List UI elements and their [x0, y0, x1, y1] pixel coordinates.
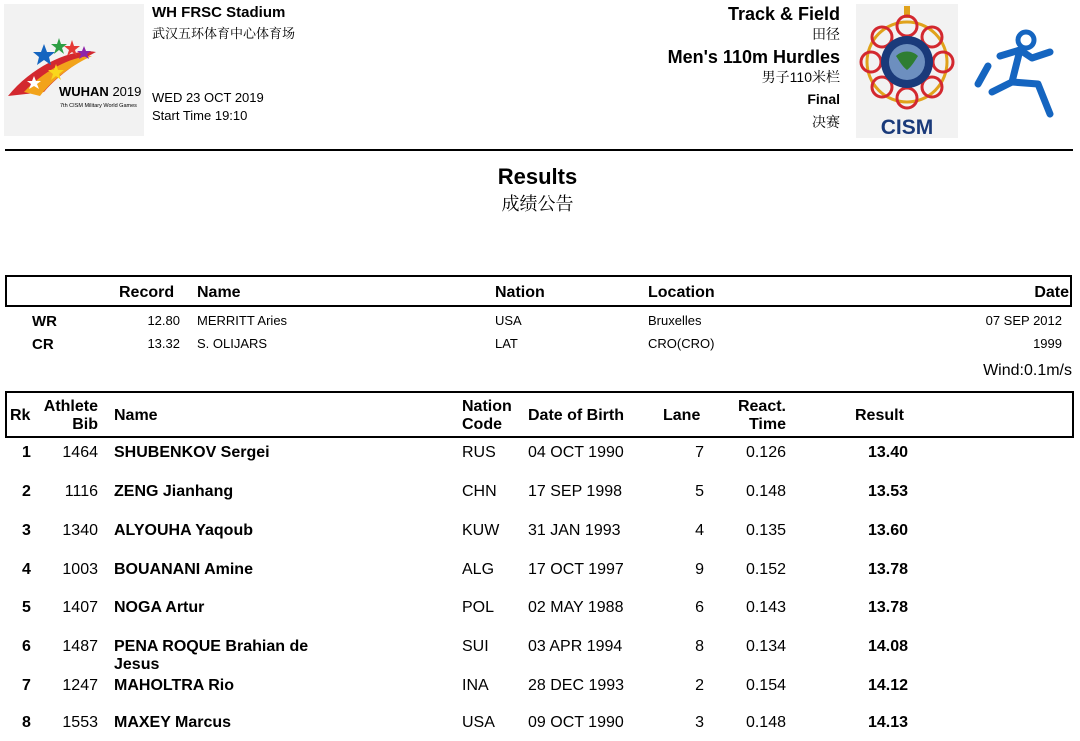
result-cell: 13.78 — [867, 561, 908, 578]
col-header-dob: Date of Birth — [528, 407, 624, 424]
reaction-cell: 0.148 — [745, 483, 786, 500]
venue-name: WH FRSC Stadium — [152, 4, 286, 21]
record-date: 07 SEP 2012 — [985, 313, 1062, 328]
rank-cell: 6 — [22, 638, 31, 655]
phase-title-chinese: 决赛 — [812, 114, 840, 130]
lane-cell: 6 — [695, 599, 704, 616]
lane-cell: 3 — [695, 714, 704, 731]
lane-cell: 5 — [695, 483, 704, 500]
record-location: CRO(CRO) — [648, 336, 715, 351]
bib-cell: 1003 — [62, 561, 98, 578]
record-nation: USA — [495, 313, 522, 328]
dob-cell: 31 JAN 1993 — [528, 522, 621, 539]
reaction-cell: 0.126 — [745, 444, 786, 461]
lane-cell: 2 — [695, 677, 704, 694]
rank-cell: 4 — [22, 561, 31, 578]
athlete-name-cell: MAXEY Marcus — [114, 714, 232, 731]
sport-title: Track & Field — [727, 4, 840, 24]
hurdles-pictogram-icon — [970, 22, 1070, 122]
bib-cell: 1407 — [62, 599, 98, 616]
reaction-cell: 0.152 — [745, 561, 786, 578]
lane-cell: 9 — [695, 561, 704, 578]
venue-name-chinese: 武汉五环体育中心体育场 — [152, 26, 296, 41]
page-title-chinese: 成绩公告 — [501, 194, 574, 214]
col-header-lane: Lane — [663, 407, 701, 424]
lane-cell: 7 — [695, 444, 704, 461]
result-cell: 13.40 — [867, 444, 908, 461]
rank-cell: 8 — [22, 714, 31, 731]
dob-cell: 04 OCT 1990 — [528, 444, 624, 461]
rank-cell: 7 — [22, 677, 31, 694]
records-header-date: Date — [1034, 284, 1069, 301]
phase-title: Final — [807, 91, 840, 107]
col-header-name: Name — [114, 407, 158, 424]
reaction-cell: 0.134 — [745, 638, 786, 655]
rank-cell: 2 — [22, 483, 31, 500]
records-header-name: Name — [197, 284, 241, 301]
athlete-name-cell: MAHOLTRA Rio — [114, 677, 234, 694]
result-cell: 13.53 — [867, 483, 908, 500]
rank-cell: 5 — [22, 599, 31, 616]
result-cell: 14.13 — [867, 714, 908, 731]
event-title-chinese: 男子110米栏 — [761, 69, 840, 85]
athlete-name-cell: NOGA Artur — [114, 599, 205, 616]
nation-cell: USA — [462, 714, 495, 731]
record-holder: S. OLIJARS — [197, 336, 268, 351]
records-header-location: Location — [648, 284, 715, 301]
col-header-result: Result — [855, 407, 904, 424]
col-header-rank: Rk — [10, 407, 31, 424]
record-date: 1999 — [1033, 336, 1062, 351]
col-header-bib: Athlete Bib — [43, 398, 98, 433]
result-cell: 14.12 — [867, 677, 908, 694]
cism-emblem — [856, 4, 958, 138]
reaction-cell: 0.154 — [745, 677, 786, 694]
lane-cell: 8 — [695, 638, 704, 655]
nation-cell: CHN — [462, 483, 497, 500]
nation-cell: KUW — [462, 522, 500, 539]
rank-cell: 3 — [22, 522, 31, 539]
bib-cell: 1553 — [62, 714, 98, 731]
result-cell: 14.08 — [867, 638, 908, 655]
wuhan-2019-logo — [4, 4, 144, 136]
bib-cell: 1340 — [62, 522, 98, 539]
result-cell: 13.60 — [867, 522, 908, 539]
sport-title-chinese: 田径 — [812, 26, 840, 42]
col-header-nation: Nation Code — [462, 398, 512, 433]
lane-cell: 4 — [695, 522, 704, 539]
bib-cell: 1464 — [62, 444, 98, 461]
athlete-name-cell: PENA ROQUE Brahian de — [114, 638, 309, 655]
records-header-nation: Nation — [495, 284, 545, 301]
nation-cell: RUS — [462, 444, 496, 461]
athlete-name-cell: ALYOUHA Yaqoub — [114, 522, 253, 539]
record-time: 13.32 — [147, 336, 180, 351]
nation-cell: SUI — [462, 638, 489, 655]
athlete-name-cell: SHUBENKOV Sergei — [114, 444, 270, 461]
bib-cell: 1116 — [64, 483, 98, 500]
record-holder: MERRITT Aries — [197, 313, 288, 328]
svg-text:7th CISM Military World Games: 7th CISM Military World Games — [60, 103, 137, 109]
dob-cell: 17 SEP 1998 — [528, 483, 623, 500]
athlete-name-cell-continued: Jesus — [114, 656, 160, 673]
athlete-name-cell: BOUANANI Amine — [114, 561, 253, 578]
page-title: Results — [497, 164, 578, 189]
dob-cell: 02 MAY 1988 — [528, 599, 624, 616]
header-divider — [5, 149, 1073, 151]
record-type: CR — [32, 336, 54, 353]
wind-reading: Wind:0.1m/s — [983, 362, 1072, 379]
dob-cell: 09 OCT 1990 — [528, 714, 624, 731]
bib-cell: 1487 — [62, 638, 98, 655]
record-location: Bruxelles — [648, 313, 702, 328]
dob-cell: 03 APR 1994 — [528, 638, 623, 655]
result-cell: 13.78 — [867, 599, 908, 616]
start-time: Start Time 19:10 — [152, 108, 248, 123]
event-title: Men's 110m Hurdles — [667, 47, 840, 67]
nation-cell: INA — [462, 677, 489, 694]
record-type: WR — [32, 313, 57, 330]
bib-cell: 1247 — [62, 677, 98, 694]
event-date: WED 23 OCT 2019 — [152, 90, 264, 105]
records-header-record: Record — [119, 284, 175, 301]
col-header-reaction: React. Time — [737, 398, 786, 433]
rank-cell: 1 — [22, 444, 31, 461]
reaction-cell: 0.148 — [745, 714, 786, 731]
nation-cell: POL — [462, 599, 495, 616]
nation-cell: ALG — [462, 561, 495, 578]
reaction-cell: 0.143 — [745, 599, 786, 616]
svg-text:WUHAN 2019: WUHAN 2019 — [59, 84, 142, 99]
athlete-name-cell: ZENG Jianhang — [114, 483, 234, 500]
record-nation: LAT — [495, 336, 518, 351]
reaction-cell: 0.135 — [745, 522, 786, 539]
dob-cell: 17 OCT 1997 — [528, 561, 624, 578]
cism-label: CISM — [880, 116, 934, 138]
record-time: 12.80 — [147, 313, 180, 328]
dob-cell: 28 DEC 1993 — [528, 677, 625, 694]
